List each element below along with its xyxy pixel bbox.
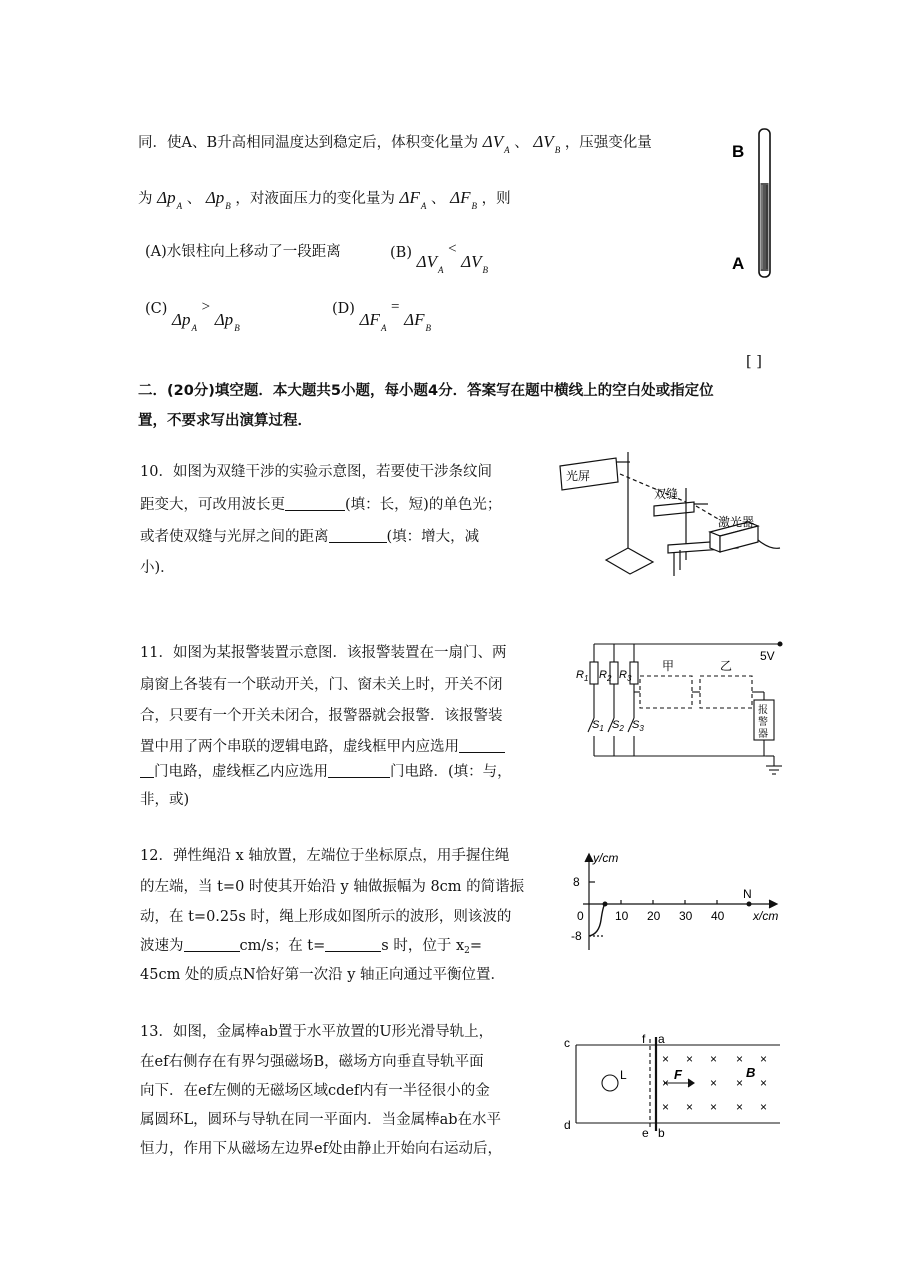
q9-line-2: 为 $\Delta p_A$ 、 $\Delta p_B$ ，对液面压力的变化量为 $\Delta F_A$ 、 $\Delta F_B$ ，则	[138, 188, 511, 211]
q10-line-1: 10．如图为双缝干涉的实验示意图，若要使干涉条纹间	[140, 464, 492, 480]
q13-line-2: 在ef右侧存在有界匀强磁场B，磁场方向垂直导轨平面	[140, 1054, 484, 1070]
q11-line-2: 扇窗上各装有一个联动开关，门、窗未关上时，开关不闭	[140, 677, 503, 693]
q13-line-5: 恒力，作用下从磁场左边界ef处由静止开始向右运动后，	[140, 1141, 502, 1157]
svg-text:x/cm: x/cm	[753, 909, 779, 923]
svg-text:×: ×	[736, 1076, 744, 1090]
q11-blank-1b[interactable]	[140, 763, 154, 778]
label-screen: 光屏	[566, 469, 591, 483]
q10-line-2: 距变大，可改用波长更 (填：长，短)的单色光；	[140, 497, 502, 513]
q11-alarm-circuit-figure	[570, 638, 790, 778]
svg-text:N: N	[743, 887, 752, 901]
svg-text:40: 40	[711, 909, 725, 923]
svg-text:10: 10	[615, 909, 629, 923]
svg-text:S2: $S_2$	[612, 719, 624, 733]
svg-text:c: c	[564, 1036, 570, 1050]
svg-text:f: f	[642, 1033, 646, 1046]
delta-f-a: $\Delta F_A$	[399, 188, 427, 211]
label-double-slit: 双缝	[654, 487, 679, 501]
svg-text:警: 警	[758, 717, 768, 728]
q9-option-c: (C) $\Delta p_A > \Delta p_B$	[145, 299, 240, 333]
svg-text:b: b	[658, 1126, 665, 1140]
svg-text:×: ×	[760, 1100, 768, 1114]
svg-text:R2: $R_2$	[599, 669, 612, 683]
svg-text:×: ×	[710, 1076, 718, 1090]
q11-line-4: 置中用了两个串联的逻辑电路，虚线框甲内应选用	[140, 737, 505, 757]
point-n	[747, 902, 752, 907]
wave-front-point	[603, 902, 608, 907]
q13-line-1: 13．如图，金属棒ab置于水平放置的U形光滑导轨上，	[140, 1024, 494, 1040]
svg-text:e: e	[642, 1126, 649, 1140]
svg-text:30: 30	[679, 909, 693, 923]
svg-text:×: ×	[760, 1052, 768, 1066]
answer-bracket: [ ]	[746, 354, 762, 370]
q12-line-1: 12．弹性绳沿 x 轴放置，左端位于坐标原点，用手握住绳	[140, 848, 510, 864]
svg-text:0: 0	[577, 909, 584, 923]
q12-line-3: 动，在 t=0.25s 时，绳上形成如图所示的波形，则该波的	[140, 909, 512, 925]
section-2-header-line-2: 置，不要求写出演算过程．	[138, 413, 312, 429]
q11-line-5: 门电路，虚线框乙内应选用 门电路．(填：与，	[140, 762, 512, 782]
svg-text:×: ×	[736, 1100, 744, 1114]
svg-text:×: ×	[736, 1052, 744, 1066]
q12-blank-1[interactable]	[184, 937, 240, 952]
q9-option-b: (B) $\Delta V_A < \Delta V_B$	[390, 241, 489, 275]
label-5v: 5V	[760, 649, 775, 663]
svg-text:×: ×	[710, 1100, 718, 1114]
svg-text:R1: $R_1$	[576, 669, 589, 683]
svg-text:B: B	[746, 1065, 756, 1080]
label-laser: 激光器	[718, 515, 755, 529]
q10-line-4: 小)．	[140, 560, 175, 576]
delta-p-a: $\Delta p_A$	[157, 188, 183, 211]
q11-blank-1a[interactable]	[459, 738, 505, 753]
q10-double-slit-figure	[558, 440, 783, 580]
label-b: B	[732, 142, 745, 161]
svg-text:L: L	[620, 1068, 627, 1082]
q13-line-3: 向下．在ef左侧的无磁场区域cdef内有一半径很小的金	[140, 1083, 490, 1099]
svg-text:F: F	[674, 1067, 682, 1082]
delta-v-a: $\Delta V_A$	[482, 132, 510, 155]
q12-wave-figure	[563, 848, 793, 952]
delta-f-b: $\Delta F_B$	[450, 188, 477, 211]
q13-line-4: 属圆环L，圆环与导轨在同一平面内．当金属棒ab在水平	[140, 1112, 502, 1128]
q12-line-5: 45cm 处的质点N恰好第一次沿 y 轴正向通过平衡位置．	[140, 967, 506, 983]
svg-text:器: 器	[758, 729, 768, 740]
svg-text:8: 8	[573, 875, 580, 889]
label-a: A	[732, 254, 745, 273]
svg-text:×: ×	[686, 1052, 694, 1066]
q10-blank-1[interactable]	[285, 496, 345, 511]
svg-text:S1: $S_1$	[592, 719, 604, 733]
delta-v-b: $\Delta V_B$	[533, 132, 561, 155]
svg-text:×: ×	[662, 1100, 670, 1114]
q12-line-4: 波速为 cm/s；在 t= s 时，位于 $x_2=$	[140, 938, 483, 956]
svg-text:×: ×	[710, 1052, 718, 1066]
q11-line-3: 合，只要有一个开关未闭合，报警器就会报警．该报警装	[140, 708, 503, 724]
q10-blank-2[interactable]	[329, 528, 387, 543]
svg-text:a: a	[658, 1033, 665, 1046]
q11-line-6: 非，或)	[140, 792, 190, 808]
section-2-header-line-1: 二．(20分)填空题．本大题共5小题，每小题4分．答案写在题中横线上的空白处或指定位	[138, 383, 714, 399]
label-jia: 甲	[662, 659, 675, 673]
svg-text:S3: $S_3$	[632, 719, 644, 733]
q9-option-d: (D) $\Delta F_A = \Delta F_B$	[332, 299, 431, 333]
q9-line-1: 同．使A、B升高相同温度达到稳定后，体积变化量为 $\Delta V_A$ 、 $\Delta V_B$ ，压强变化量	[138, 132, 652, 155]
svg-text:×: ×	[760, 1076, 768, 1090]
delta-p-b: $\Delta p_B$	[205, 188, 231, 211]
q11-blank-2[interactable]	[328, 763, 390, 778]
svg-text:×: ×	[662, 1052, 670, 1066]
svg-text:y/cm: y/cm	[593, 851, 619, 865]
svg-text:R3: $R_3$	[619, 669, 632, 683]
q11-line-1: 11．如图为某报警装置示意图．该报警装置在一扇门、两	[140, 645, 507, 661]
svg-text:报: 报	[758, 705, 768, 716]
q12-line-2: 的左端，当 t=0 时使其开始沿 y 轴做振幅为 8cm 的简谐振	[140, 879, 525, 895]
svg-text:×: ×	[662, 1076, 670, 1090]
svg-text:-8: -8	[571, 929, 582, 943]
q12-blank-2[interactable]	[325, 937, 381, 952]
q10-line-3: 或者使双缝与光屏之间的距离 (填：增大，减	[140, 529, 480, 545]
label-yi: 乙	[720, 659, 733, 673]
q9-option-a: (A)水银柱向上移动了一段距离	[145, 244, 341, 260]
svg-text:d: d	[564, 1118, 571, 1132]
svg-text:20: 20	[647, 909, 661, 923]
svg-text:×: ×	[686, 1100, 694, 1114]
q9-tube-figure	[730, 125, 790, 283]
q13-magnetic-rail-figure	[560, 1033, 785, 1141]
